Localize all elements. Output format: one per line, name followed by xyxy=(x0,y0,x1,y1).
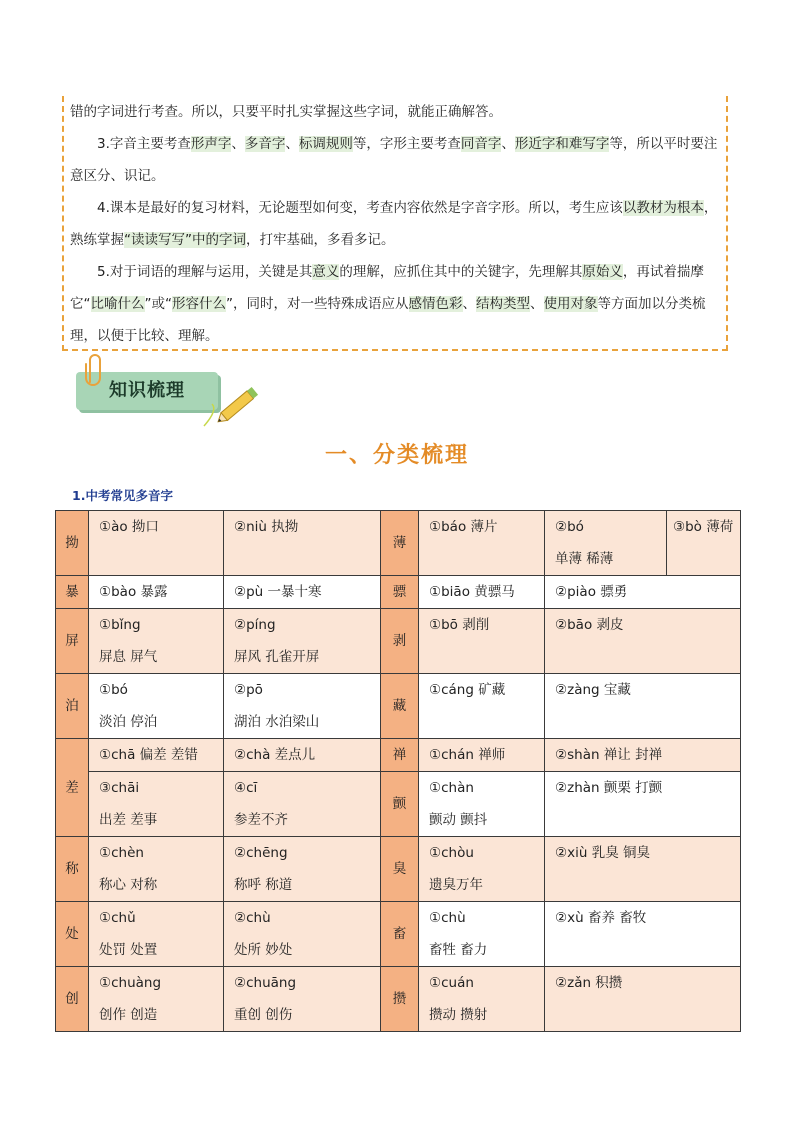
char-cell: 屏 xyxy=(56,609,89,674)
reading-cell: ②zhàn 颤栗 打颤 xyxy=(545,772,741,837)
table-row xyxy=(56,674,741,739)
char-cell: 拗 xyxy=(56,511,89,576)
reading-cell: ②píng 屏风 孔雀开屏 xyxy=(224,609,381,674)
table-row xyxy=(56,739,741,772)
reading-cell: ②shàn 禅让 封禅 xyxy=(545,739,741,772)
polyphone-table xyxy=(55,510,741,1032)
reading-cell: ①chòu 遗臭万年 xyxy=(419,837,545,902)
table-row xyxy=(56,902,741,967)
reading-cell: ②zàng 宝藏 xyxy=(545,674,741,739)
reading-cell: ①chán 禅师 xyxy=(419,739,545,772)
reading-cell: ①ào 拗口 xyxy=(89,511,224,576)
char-cell: 畜 xyxy=(381,902,419,967)
reading-cell: ②chà 差点儿 xyxy=(224,739,381,772)
table-row xyxy=(56,837,741,902)
reading-cell: ①cáng 矿藏 xyxy=(419,674,545,739)
reading-cell: ①bó 淡泊 停泊 xyxy=(89,674,224,739)
sub-heading: 1.中考常见多音字 xyxy=(72,488,173,503)
reading-cell: ③bò 薄荷 xyxy=(667,511,741,576)
table-row xyxy=(56,511,741,576)
char-cell: 暴 xyxy=(56,576,89,609)
reading-cell: ②bó 单薄 稀薄 xyxy=(545,511,667,576)
reading-cell: ④cī 参差不齐 xyxy=(224,772,381,837)
char-cell: 泊 xyxy=(56,674,89,739)
char-cell: 剥 xyxy=(381,609,419,674)
pencil-icon xyxy=(198,380,268,430)
reading-cell: ②chuāng 重创 创伤 xyxy=(224,967,381,1032)
reading-cell: ②chù 处所 妙处 xyxy=(224,902,381,967)
reading-cell: ①bǐng 屏息 屏气 xyxy=(89,609,224,674)
tip-4: 4.课本是最好的复习材料，无论题型如何变，考查内容依然是字音字形。所以，考生应该以教材为根本，熟练掌握“读读写写”中的字词，打牢基础，多看多记。 xyxy=(70,200,718,248)
section-badge-label: 知识梳理 xyxy=(109,380,185,401)
table-row xyxy=(56,967,741,1032)
reading-cell: ②xù 畜养 畜牧 xyxy=(545,902,741,967)
reading-cell: ①chā 偏差 差错 xyxy=(89,739,224,772)
char-cell: 处 xyxy=(56,902,89,967)
reading-cell: ②pō 湖泊 水泊梁山 xyxy=(224,674,381,739)
reading-cell: ①chèn 称心 对称 xyxy=(89,837,224,902)
reading-cell: ③chāi 出差 差事 xyxy=(89,772,224,837)
tip-line-1: 错的字词进行考查。所以，只要平时扎实掌握这些字词，就能正确解答。 xyxy=(70,104,502,120)
reading-cell: ①chù 畜牲 畜力 xyxy=(419,902,545,967)
reading-cell: ①chǔ 处罚 处置 xyxy=(89,902,224,967)
reading-cell: ①biāo 黄骠马 xyxy=(419,576,545,609)
reading-cell: ②zǎn 积攒 xyxy=(545,967,741,1032)
reading-cell: ①chuàng 创作 创造 xyxy=(89,967,224,1032)
reading-cell: ②pù 一暴十寒 xyxy=(224,576,381,609)
reading-cell: ②piào 骠勇 xyxy=(545,576,741,609)
char-cell: 差 xyxy=(56,739,89,837)
section-heading: 一、分类梳理 xyxy=(324,443,469,468)
table-row xyxy=(56,609,741,674)
table-row xyxy=(56,576,741,609)
reading-cell: ①bào 暴露 xyxy=(89,576,224,609)
reading-cell: ②xiù 乳臭 铜臭 xyxy=(545,837,741,902)
reading-cell: ①bō 剥削 xyxy=(419,609,545,674)
reading-cell: ①báo 薄片 xyxy=(419,511,545,576)
reading-cell: ①cuán 攒动 攒射 xyxy=(419,967,545,1032)
char-cell: 称 xyxy=(56,837,89,902)
reading-cell: ②chēng 称呼 称道 xyxy=(224,837,381,902)
char-cell: 攒 xyxy=(381,967,419,1032)
tip-3: 3.字音主要考查形声字、多音字、标调规则等，字形主要考查同音字、形近字和难写字等，所以平时要注意区分、识记。 xyxy=(70,136,718,184)
char-cell: 颤 xyxy=(381,772,419,837)
char-cell: 骠 xyxy=(381,576,419,609)
char-cell: 臭 xyxy=(381,837,419,902)
reading-cell: ②niù 执拗 xyxy=(224,511,381,576)
char-cell: 创 xyxy=(56,967,89,1032)
char-cell: 藏 xyxy=(381,674,419,739)
reading-cell: ①chàn 颤动 颤抖 xyxy=(419,772,545,837)
char-cell: 薄 xyxy=(381,511,419,576)
table-row xyxy=(56,772,741,837)
char-cell: 禅 xyxy=(381,739,419,772)
tip-5: 5.对于词语的理解与运用，关键是其意义的理解，应抓住其中的关键字，先理解其原始义，再试着揣摩它“比喻什么”或“形容什么”，同时，对一些特殊成语应从感情色彩、结构类型、使用对象等方面加以分类梳理，以便于比较、理解。 xyxy=(70,264,706,344)
paperclip-icon xyxy=(82,352,104,388)
reading-cell: ②bāo 剥皮 xyxy=(545,609,741,674)
